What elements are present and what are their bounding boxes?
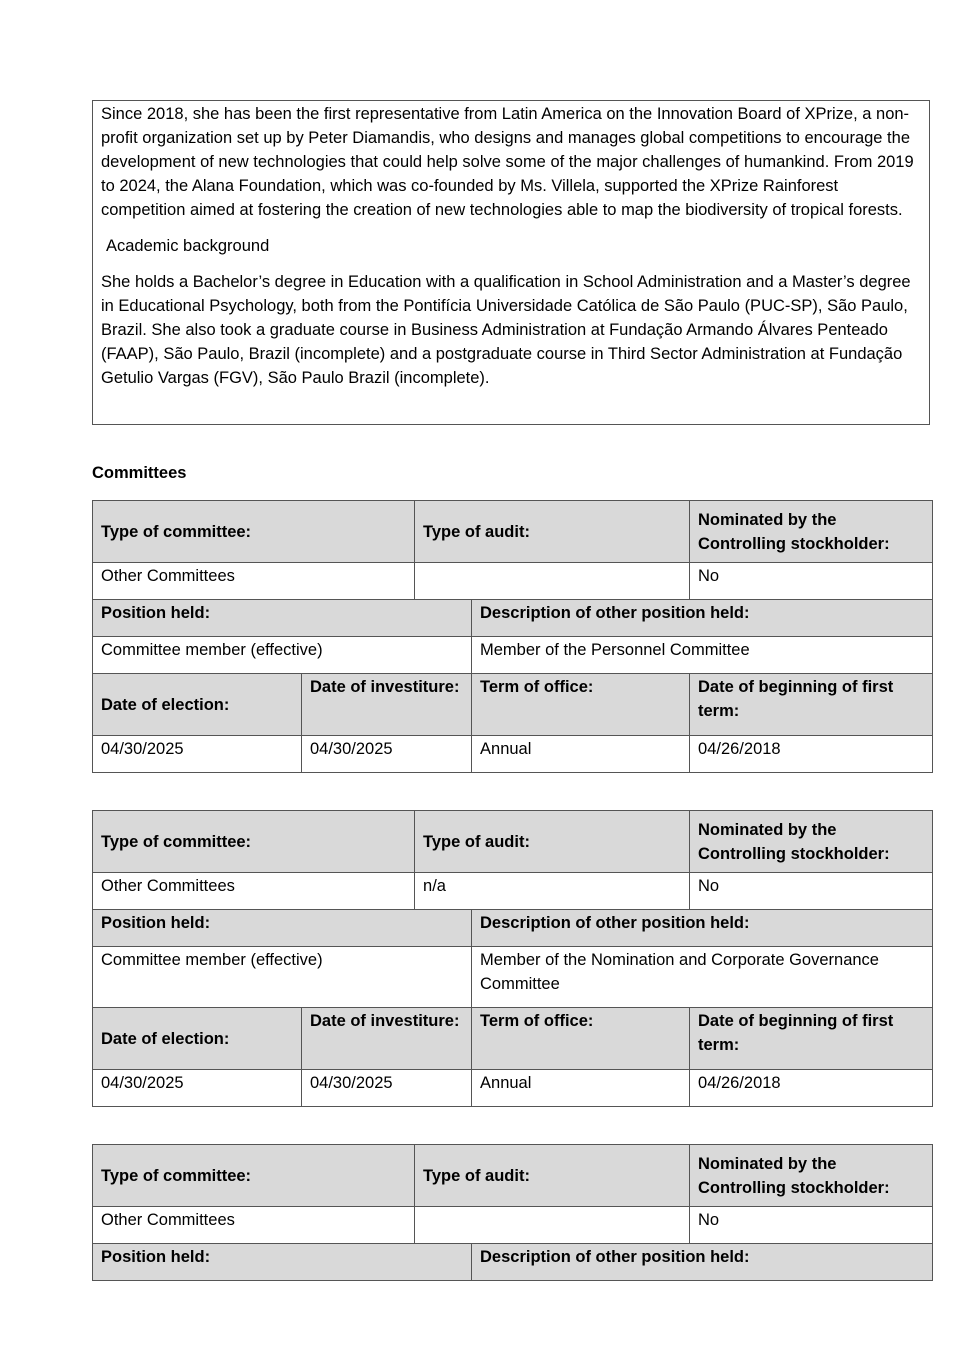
- table-row: [93, 1008, 933, 1070]
- type-of-audit-value: [415, 563, 690, 600]
- nominated-label: Nominated by the Controlling stockholder:: [690, 811, 933, 873]
- term-of-office-label: Term of office:: [472, 1008, 690, 1070]
- committee-table: [92, 500, 933, 773]
- type-of-audit-label: Type of audit:: [415, 1145, 690, 1207]
- committees-title: Committees: [92, 464, 187, 482]
- type-of-committee-value: Other Committees: [93, 873, 415, 910]
- table-row: [93, 501, 933, 563]
- table-row: [93, 600, 933, 637]
- academic-background-heading: Academic background: [106, 237, 270, 255]
- position-held-label: Position held:: [93, 1244, 472, 1281]
- nominated-value: No: [690, 873, 933, 910]
- term-of-office-value: Annual: [472, 1070, 690, 1107]
- description-other-value: Member of the Personnel Committee: [472, 637, 933, 674]
- position-held-label: Position held:: [93, 600, 472, 637]
- date-first-term-value: 04/26/2018: [690, 1070, 933, 1107]
- term-of-office-label: Term of office:: [472, 674, 690, 736]
- nominated-value: No: [690, 563, 933, 600]
- type-of-committee-value: Other Committees: [93, 1207, 415, 1244]
- date-first-term-value: 04/26/2018: [690, 736, 933, 773]
- nominated-label: Nominated by the Controlling stockholder:: [690, 1145, 933, 1207]
- table-row: [93, 736, 933, 773]
- table-row: [93, 1070, 933, 1107]
- table-row: [93, 910, 933, 947]
- date-of-election-value: 04/30/2025: [93, 736, 302, 773]
- table-row: [93, 811, 933, 873]
- date-of-investiture-label: Date of investiture:: [302, 1008, 472, 1070]
- bio-paragraph: Since 2018, she has been the first representative from Latin America on the Innovation Board of XPrize, a non-profit organization set up by Peter Diamandis, who designs and manages global competitions to encourage the development of new technologies that could help solve some of the major challenges of humankind. From 2019 to 2024, the Alana Foundation, which was co-founded by Ms. Villela, supported the XPrize Rainforest competition aimed at fostering the creation of new technologies able to map the biodiversity of tropical forests.: [101, 105, 914, 219]
- position-held-value: Committee member (effective): [93, 947, 472, 1008]
- type-of-committee-label: Type of committee:: [93, 501, 415, 563]
- table-row: [93, 674, 933, 736]
- description-other-label: Description of other position held:: [472, 910, 933, 947]
- type-of-committee-label: Type of committee:: [93, 1145, 415, 1207]
- date-of-investiture-label: Date of investiture:: [302, 674, 472, 736]
- nominated-label: Nominated by the Controlling stockholder:: [690, 501, 933, 563]
- date-first-term-label: Date of beginning of first term:: [690, 674, 933, 736]
- table-row: [93, 873, 933, 910]
- table-row: [93, 637, 933, 674]
- description-other-label: Description of other position held:: [472, 600, 933, 637]
- type-of-audit-value: [415, 1207, 690, 1244]
- description-other-value: Member of the Nomination and Corporate Governance Committee: [472, 947, 933, 1008]
- type-of-audit-label: Type of audit:: [415, 501, 690, 563]
- committee-table: [92, 810, 933, 1107]
- description-other-label: Description of other position held:: [472, 1244, 933, 1281]
- date-first-term-label: Date of beginning of first term:: [690, 1008, 933, 1070]
- date-of-election-label: Date of election:: [93, 674, 302, 736]
- type-of-audit-value: n/a: [415, 873, 690, 910]
- term-of-office-value: Annual: [472, 736, 690, 773]
- table-row: [93, 1145, 933, 1207]
- type-of-committee-label: Type of committee:: [93, 811, 415, 873]
- table-row: [93, 563, 933, 600]
- type-of-audit-label: Type of audit:: [415, 811, 690, 873]
- position-held-value: Committee member (effective): [93, 637, 472, 674]
- nominated-value: No: [690, 1207, 933, 1244]
- committee-table: [92, 1144, 933, 1281]
- date-of-election-value: 04/30/2025: [93, 1070, 302, 1107]
- table-row: [93, 947, 933, 1008]
- date-of-election-label: Date of election:: [93, 1008, 302, 1070]
- date-of-investiture-value: 04/30/2025: [302, 736, 472, 773]
- table-row: [93, 1244, 933, 1281]
- bio-paragraph: She holds a Bachelor’s degree in Education with a qualification in School Administration and a Master’s degree in Educational Psychology, both from the Pontifícia Universidade Católica de São Paulo (PUC-SP), São Paulo, Brazil. She also took a graduate course in Business Administration at Fundação Armando Álvares Penteado (FAAP), São Paulo, Brazil (incomplete) and a postgraduate course in Third Sector Administration at Fundação Getulio Vargas (FGV), São Paulo Brazil (incomplete).: [101, 273, 911, 387]
- type-of-committee-value: Other Committees: [93, 563, 415, 600]
- date-of-investiture-value: 04/30/2025: [302, 1070, 472, 1107]
- table-row: [93, 1207, 933, 1244]
- biography-box: [92, 100, 930, 425]
- position-held-label: Position held:: [93, 910, 472, 947]
